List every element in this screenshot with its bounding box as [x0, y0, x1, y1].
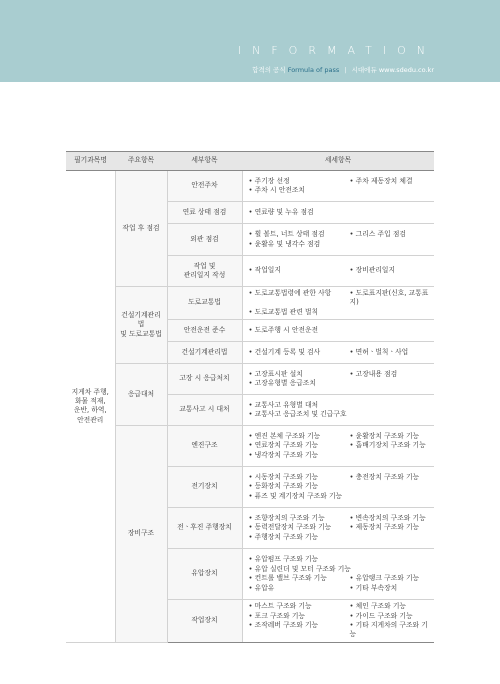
- list-item: • 장비관리일지: [350, 266, 431, 275]
- table-row: [66, 287, 434, 320]
- detail-cell: 전ㆍ후진 주행장치: [167, 508, 242, 549]
- items-cell: [242, 287, 434, 320]
- list-item: • 주기장 선정: [249, 177, 350, 186]
- table-row: [66, 426, 434, 467]
- list-item: • 유압펌프 구조와 기능: [249, 555, 431, 564]
- list-item: • 건설기계 등록 및 검사: [249, 348, 350, 357]
- detail-cell: 유압장치: [167, 549, 242, 600]
- items-cell: [242, 320, 434, 342]
- list-item: • 고장표시판 설치: [249, 370, 350, 379]
- items-cell: [242, 224, 434, 256]
- list-item: • 컨트롤 밸브 구조와 기능: [249, 574, 350, 583]
- col-header-subject: 필기과목명: [66, 152, 115, 171]
- list-item: • 동력전달장치 구조와 기능: [249, 523, 350, 532]
- col-header-detail: 세부항목: [167, 152, 242, 171]
- items-cell: [242, 426, 434, 467]
- banner-slogan-en: Formula of pass: [287, 66, 340, 74]
- detail-cell: 안전운전 준수: [167, 320, 242, 342]
- detail-cell: 외관 점검: [167, 224, 242, 256]
- list-item: • 도로주행 시 안전운전: [249, 326, 319, 334]
- table-row: [66, 171, 434, 202]
- items-cell: [242, 508, 434, 549]
- subject-cell: 지게차 주행, 화물 적재, 운반, 하역, 안전관리: [66, 171, 115, 643]
- banner-brand: 시대에듀: [351, 66, 377, 74]
- items-cell: [242, 171, 434, 202]
- list-item: • 흡배기장치 구조와 기능: [350, 441, 431, 450]
- list-item: • 주차 시 안전조치: [249, 186, 350, 195]
- exam-content-table: [66, 151, 434, 643]
- col-header-items: 세세항목: [242, 152, 434, 171]
- list-item: • 제동장치 구조와 기능: [350, 523, 431, 532]
- items-cell: [242, 364, 434, 395]
- detail-cell: 안전주차: [167, 171, 242, 202]
- detail-cell: 작업장치: [167, 600, 242, 643]
- banner-url: www.sdedu.co.kr: [378, 66, 434, 74]
- main-item-cell: 작업 후 점검: [115, 171, 167, 287]
- list-item: • 포크 구조와 기능: [249, 612, 350, 621]
- list-item: • 작업일지: [249, 266, 350, 275]
- banner-slogan-ko: 합격의 공식: [252, 66, 286, 74]
- list-item: • 고장내용 점검: [350, 370, 431, 379]
- list-item: • 기타 지게차의 구조와 기능: [350, 621, 431, 640]
- list-item: • 변속장치의 구조와 기능: [350, 514, 431, 523]
- list-item: • 도로교통법 관련 벌칙: [249, 308, 350, 317]
- items-cell: [242, 600, 434, 643]
- main-item-cell: 장비구조: [115, 426, 167, 643]
- detail-cell: 교통사고 시 대처: [167, 395, 242, 426]
- col-header-main: 주요항목: [115, 152, 167, 171]
- list-item: • 교통사고 유형별 대처: [249, 401, 431, 410]
- list-item: • 유압탱크 구조와 기능: [350, 574, 431, 583]
- list-item: • 조향장치의 구조와 기능: [249, 514, 350, 523]
- list-item: • 마스트 구조와 기능: [249, 602, 350, 611]
- header-banner: [0, 0, 500, 82]
- list-item: • 가이드 구조와 기능: [350, 612, 431, 621]
- list-item: • 주차 제동장치 체결: [350, 177, 431, 186]
- list-item: • 유압 실린더 및 모터 구조와 기능: [249, 565, 431, 574]
- list-item: • 윤활장치 구조와 기능: [350, 432, 431, 441]
- list-item: • 고장유형별 응급조치: [249, 379, 350, 388]
- items-cell: [242, 467, 434, 508]
- detail-cell: 고장 시 응급처치: [167, 364, 242, 395]
- banner-separator: |: [344, 66, 347, 74]
- list-item: • 면허ㆍ벌칙ㆍ사업: [350, 348, 431, 357]
- list-item: • 체인 구조와 기능: [350, 602, 431, 611]
- list-item: • 등화장치 구조와 기능: [249, 482, 350, 491]
- list-item: • 교통사고 응급조치 및 긴급구호: [249, 410, 431, 419]
- list-item: • 퓨즈 및 계기장치 구조와 기능: [249, 492, 431, 501]
- list-item: • 도로교통법령에 관한 사항: [249, 289, 350, 308]
- list-item: • 충전장치 구조와 기능: [350, 473, 431, 482]
- detail-cell: 작업 및 관리일지 작성: [167, 256, 242, 287]
- items-cell: [242, 256, 434, 287]
- list-item: • 냉각장치 구조와 기능: [249, 451, 350, 460]
- list-item: • 시동장치 구조와 기능: [249, 473, 350, 482]
- main-item-cell: 건설기계관리법 및 도로교통법: [115, 287, 167, 364]
- main-item-cell: 응급대처: [115, 364, 167, 426]
- items-cell: [242, 202, 434, 224]
- banner-subtitle: [252, 65, 434, 74]
- list-item: • 유압유: [249, 584, 350, 593]
- list-item: • 연료량 및 누유 점검: [249, 208, 314, 216]
- detail-cell: 도로교통법: [167, 287, 242, 320]
- list-item: • 윤활유 및 냉각수 점검: [249, 240, 350, 249]
- list-item: • 조작레버 구조와 기능: [249, 621, 350, 640]
- list-item: • 연료장치 구조와 기능: [249, 441, 350, 450]
- list-item: • 휠 볼트, 너트 상태 점검: [249, 230, 350, 239]
- items-cell: [242, 395, 434, 426]
- items-cell: [242, 342, 434, 364]
- items-cell: [242, 549, 434, 600]
- list-item: • 도로표지판(신호, 교통표지): [350, 289, 431, 308]
- detail-cell: 연료 상태 점검: [167, 202, 242, 224]
- detail-cell: 전기장치: [167, 467, 242, 508]
- detail-cell: 엔진구조: [167, 426, 242, 467]
- list-item: • 그리스 주입 점검: [350, 230, 431, 239]
- list-item: • 주행장치 구조와 기능: [249, 533, 350, 542]
- detail-cell: 건설기계관리법: [167, 342, 242, 364]
- list-item: • 기타 부속장치: [350, 584, 431, 593]
- table-header-row: [66, 152, 434, 171]
- table-row: [66, 364, 434, 395]
- list-item: • 엔진 본체 구조와 기능: [249, 432, 350, 441]
- banner-title: INFORMATION: [237, 44, 436, 57]
